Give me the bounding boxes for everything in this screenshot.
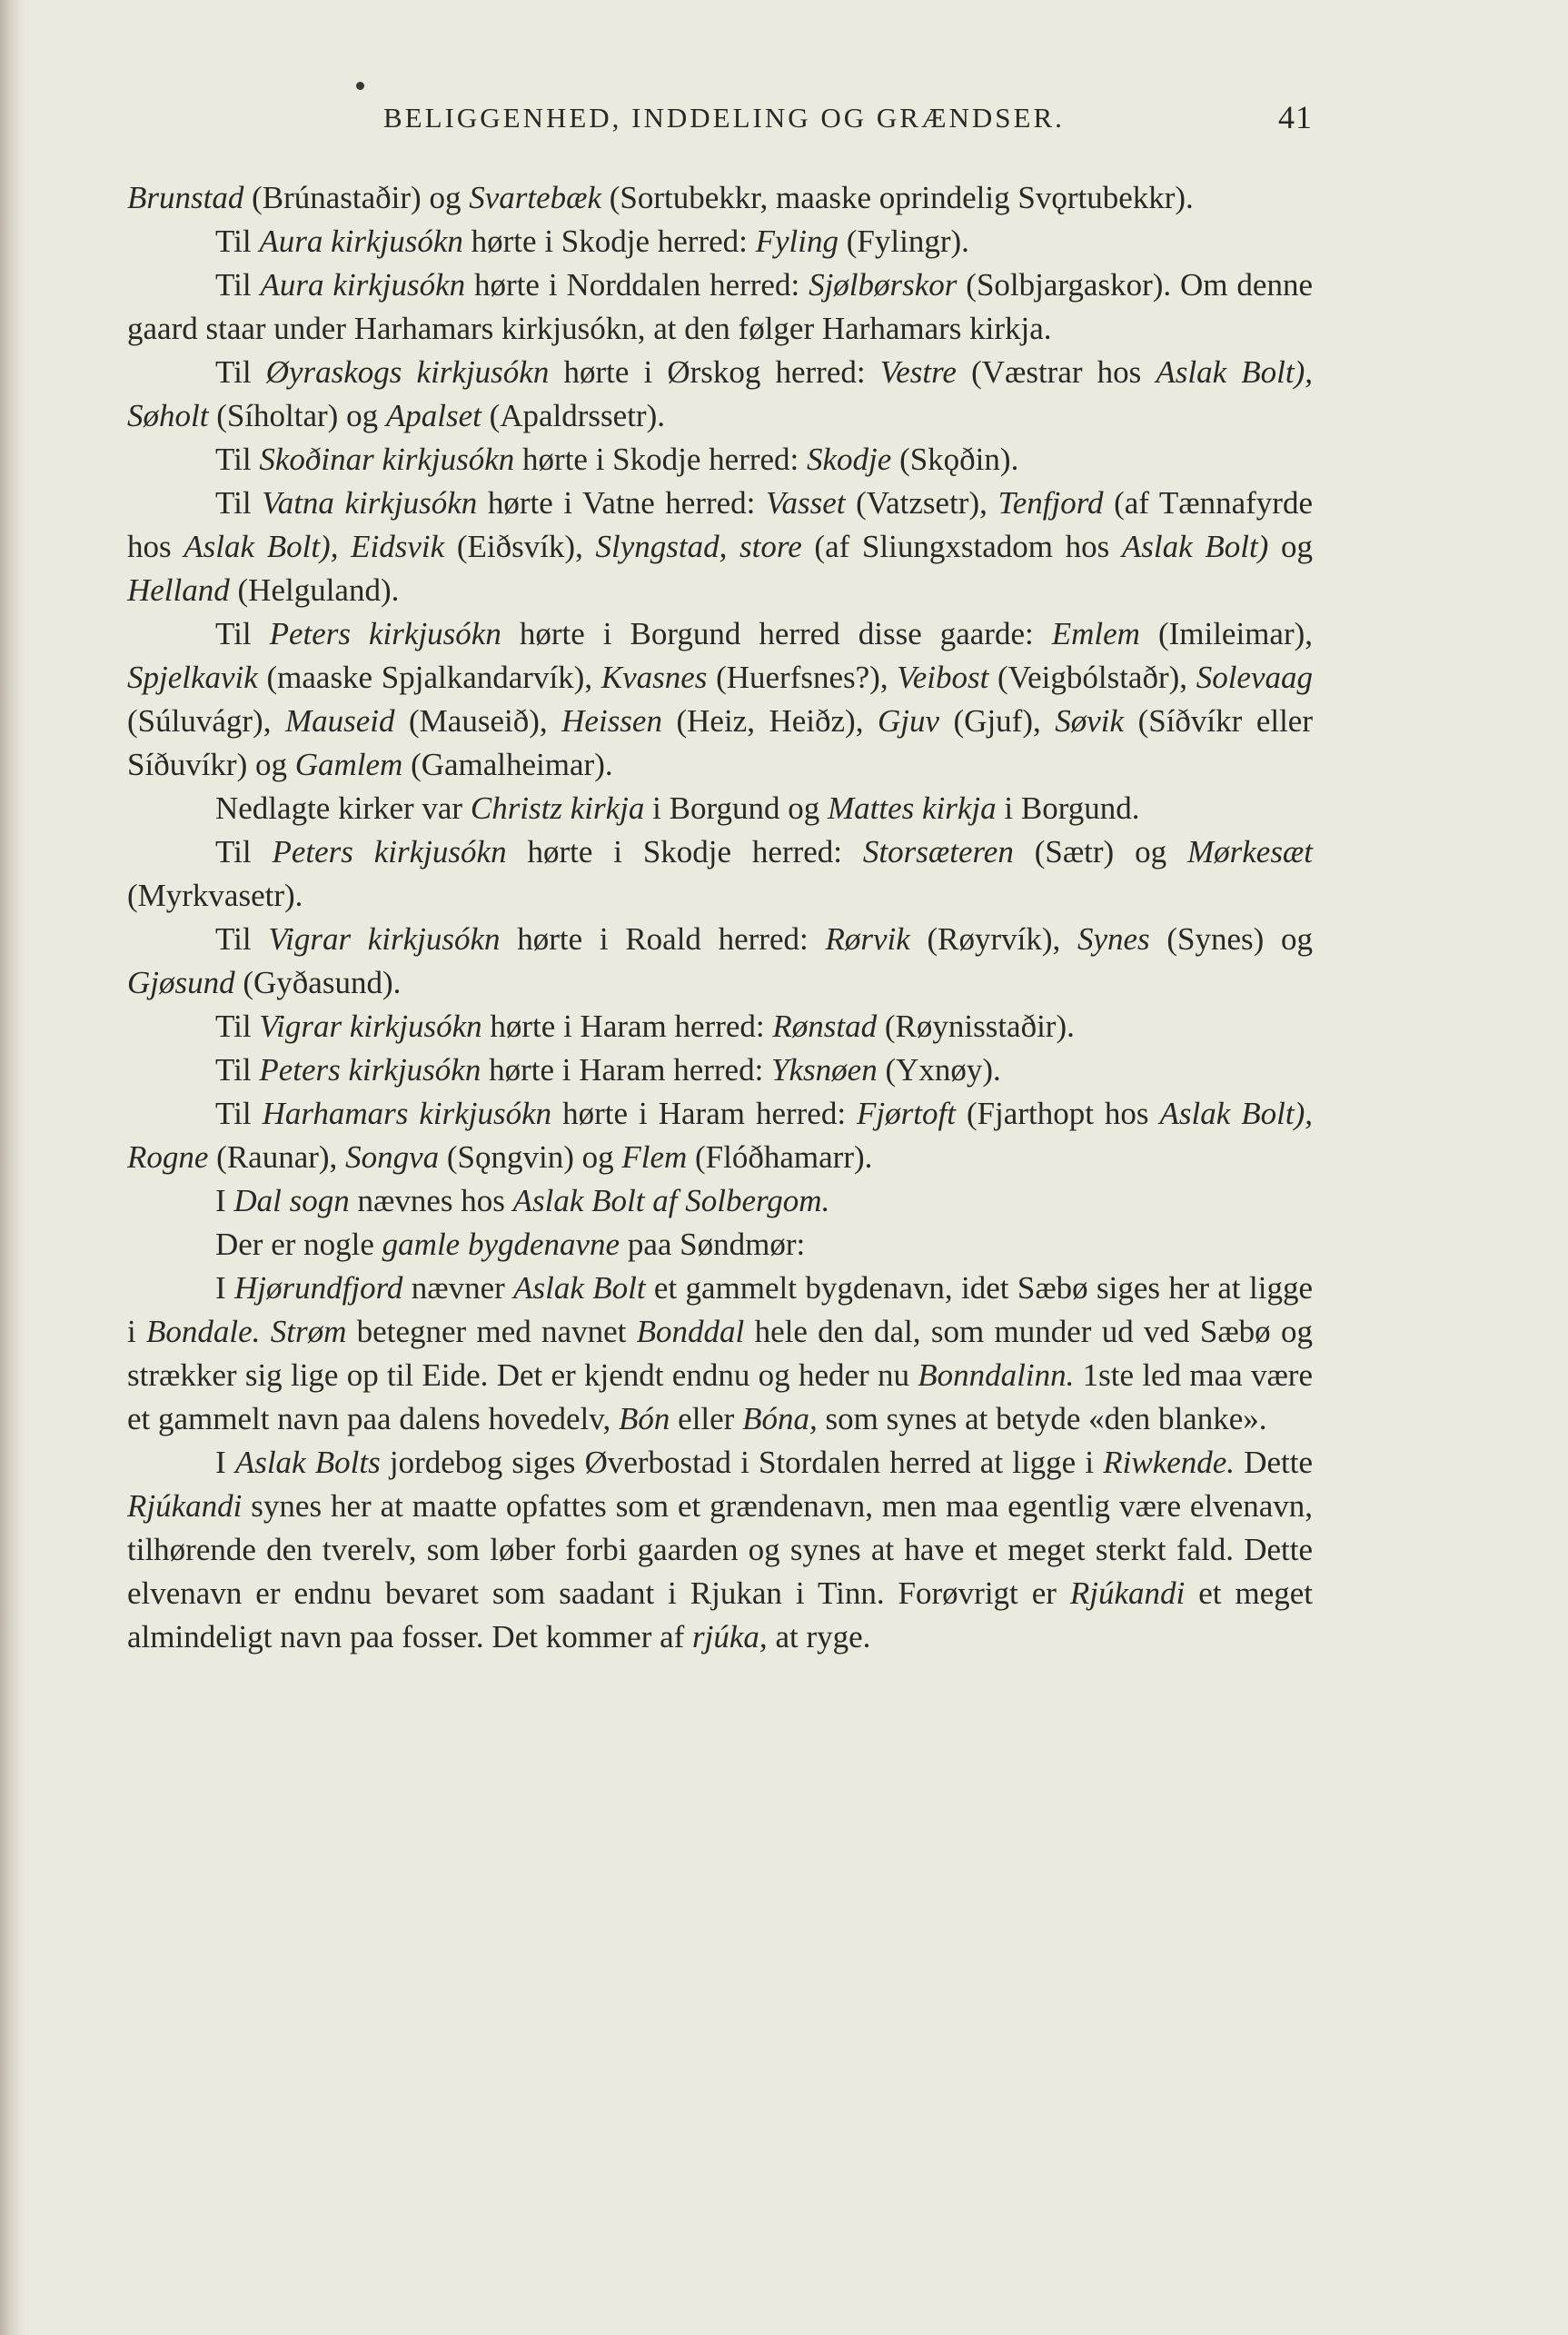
text-run: (Væstrar hos — [956, 354, 1156, 390]
text-run: (Røynisstaðir). — [877, 1009, 1075, 1044]
text-run: (maaske Spjalkandarvík), — [257, 660, 601, 695]
paragraph — [127, 830, 1313, 918]
italic-name: Kvasnes — [600, 660, 708, 695]
italic-name: Aslak Bolt), Rogne — [127, 1096, 1313, 1175]
italic-name: Aslak Bolt af Solbergom. — [512, 1183, 830, 1218]
text-run: hørte i Ørskog herred: — [549, 354, 880, 390]
italic-name: Vatna kirkjusókn — [262, 485, 478, 521]
italic-name: Heissen — [561, 703, 662, 739]
page-number: 41 — [1278, 99, 1313, 135]
italic-name: Søvik — [1055, 703, 1125, 739]
italic-name: Aura kirkjusókn — [260, 267, 466, 303]
text-run: hørte i Skodje herred: — [506, 834, 863, 869]
text-run: nævnes hos — [349, 1183, 513, 1218]
text-run: at ryge. — [767, 1619, 871, 1654]
italic-name: Rjúkandi — [127, 1488, 243, 1524]
italic-name: Mauseid — [284, 703, 395, 739]
body-text — [127, 176, 1313, 1659]
text-run: (Flóðhamarr). — [687, 1139, 873, 1175]
italic-name: Gjøsund — [127, 965, 235, 1000]
paragraph — [127, 612, 1313, 787]
text-run: hørte i Skodje herred: — [514, 442, 808, 477]
text-run: (Raunar), — [208, 1139, 346, 1175]
text-run: (Heiz, Heiðz), — [661, 703, 878, 739]
text-run: Til — [215, 921, 269, 957]
italic-name: Vigrar kirkjusókn — [259, 1009, 482, 1044]
text-run: Til — [215, 354, 266, 390]
text-run: (Imileimar), — [1139, 616, 1314, 651]
paragraph — [127, 176, 1313, 220]
text-run: Nedlagte kirker var — [215, 790, 471, 826]
text-run: Til — [215, 1009, 260, 1044]
text-run: et gammelt bygdenavn, idet Sæbø siges her at ligge i — [127, 1270, 1313, 1349]
paragraph — [127, 438, 1313, 482]
text-run: 1ste led maa være et gammelt navn paa dalens hovedelv, — [127, 1357, 1314, 1436]
text-run: (Sætr) og — [1013, 834, 1187, 869]
text-run: Til — [215, 224, 260, 259]
paragraph — [127, 1441, 1313, 1659]
text-run: paa Søndmør: — [620, 1227, 806, 1262]
text-run: Til — [215, 834, 273, 869]
italic-name: Yksnøen — [771, 1052, 878, 1088]
italic-name: Vasset — [766, 485, 846, 521]
text-run: I — [215, 1270, 235, 1306]
text-run: (Fylingr). — [839, 224, 969, 259]
italic-name: Hjørundfjord — [234, 1270, 403, 1306]
italic-name: Peters kirkjusókn — [259, 1052, 481, 1088]
text-run: (Røyrvík), — [909, 921, 1077, 957]
text-run: (Súluvágr), — [127, 703, 285, 739]
italic-name: Aslak Bolts — [234, 1445, 381, 1480]
italic-name: Emlem — [1051, 616, 1140, 651]
ink-speck — [356, 82, 364, 90]
text-run: Til — [215, 267, 261, 303]
text-run: (Fjarthopt hos — [955, 1096, 1160, 1131]
text-run: i Borgund og — [644, 790, 828, 826]
italic-name: Gjuv — [877, 703, 940, 739]
italic-name: Synes — [1077, 921, 1150, 957]
text-run: Til — [215, 442, 260, 477]
text-run: I — [215, 1183, 234, 1218]
italic-name: Skodje — [807, 442, 892, 477]
italic-name: Gamlem — [294, 747, 403, 782]
italic-name: Dal sogn — [233, 1183, 350, 1218]
italic-name: Solevaag — [1196, 660, 1313, 695]
italic-name: Fyling — [755, 224, 839, 259]
text-run: (Gyðasund). — [234, 965, 402, 1000]
italic-name: Aura kirkjusókn — [259, 224, 463, 259]
italic-name: Aslak Bolt), Eidsvik — [184, 529, 445, 564]
text-run: hørte i Haram herred: — [481, 1009, 773, 1044]
text-run: Der er nogle — [215, 1227, 382, 1262]
text-run: (Síholtar) og — [208, 398, 386, 433]
italic-name: Riwkende. — [1103, 1445, 1236, 1480]
text-run: (Sǫngvin) og — [439, 1139, 622, 1175]
italic-name: Bonddal — [636, 1314, 745, 1349]
text-run: hørte i Haram herred: — [551, 1096, 858, 1131]
text-run: (Veigbólstaðr), — [988, 660, 1196, 695]
paragraph — [127, 1179, 1313, 1223]
italic-name: rjúka, — [692, 1619, 768, 1654]
text-run: I — [215, 1445, 235, 1480]
text-run: (Brúnastaðir) og — [243, 180, 470, 215]
italic-name: Spjelkavik — [127, 660, 258, 695]
italic-name: Songva — [345, 1139, 440, 1175]
text-run: (Vatzsetr), — [845, 485, 998, 521]
italic-name: Veibost — [897, 660, 989, 695]
italic-name: Øyraskogs kirkjusókn — [265, 354, 550, 390]
text-run: Til — [215, 485, 263, 521]
text-run: (Apaldrssetr). — [481, 398, 665, 433]
paragraph — [127, 1267, 1313, 1441]
italic-name: Rørvik — [825, 921, 910, 957]
italic-name: Slyngstad, store — [595, 529, 802, 564]
italic-name: Helland — [127, 572, 230, 608]
italic-name: Tenfjord — [997, 485, 1104, 521]
italic-name: Bonndalinn. — [918, 1357, 1075, 1393]
paragraph — [127, 1005, 1313, 1048]
text-run: (Helguland). — [229, 572, 400, 608]
italic-name: Bón — [619, 1401, 670, 1436]
paragraph — [127, 351, 1313, 438]
paragraph — [127, 1223, 1313, 1267]
italic-name: Peters kirkjusókn — [272, 834, 507, 869]
italic-name: Aslak Bolt — [513, 1270, 646, 1306]
text-run: Til — [215, 616, 270, 651]
text-run: betegner med navnet — [346, 1314, 637, 1349]
text-run: synes her at maatte opfattes som et grændenavn, men maa egentlig være elvenavn, tilhørende den tverelv, som løber forbi gaarden og synes at have et meget sterkt fald. Dette elvenavn er endnu bevaret som saadant i Rjukan i Tinn. Forøvrigt er — [127, 1488, 1313, 1611]
book-spine-shadow — [0, 0, 24, 2335]
paragraph — [127, 482, 1313, 612]
text-run: (Síðvíkr eller Síðuvíkr) og — [127, 703, 1313, 782]
paragraph — [127, 1092, 1313, 1179]
text-run: hørte i Skodje herred: — [462, 224, 756, 259]
text-run: hørte i Vatne herred: — [477, 485, 766, 521]
italic-name: Fjørtoft — [857, 1096, 956, 1131]
paragraph — [127, 1048, 1313, 1092]
text-run: som synes at betyde «den blanke». — [817, 1401, 1267, 1436]
italic-name: Storsæteren — [862, 834, 1014, 869]
text-run: i Borgund. — [996, 790, 1140, 826]
text-run: eller — [670, 1401, 743, 1436]
italic-name: Mørkesæt — [1186, 834, 1314, 869]
italic-name: Peters kirkjusókn — [269, 616, 501, 651]
text-run: (Gjuf), — [939, 703, 1056, 739]
text-run: hørte i Norddalen herred: — [465, 267, 809, 303]
italic-name: Rønstad — [772, 1009, 878, 1044]
text-run: jordebog siges Øverbostad i Stordalen herred at ligge i — [380, 1445, 1104, 1480]
text-run: hørte i Roald herred: — [500, 921, 826, 957]
text-run: hele den dal, som munder ud ved Sæbø og strækker sig lige op til Eide. Det er kjendt endnu og heder nu — [127, 1314, 1313, 1393]
italic-name: Bóna, — [742, 1401, 818, 1436]
text-run: (Mauseið), — [394, 703, 562, 739]
text-run: (Solbjargaskor). Om denne gaard staar under Harhamars kirkjusókn, at den følger Harhamars kirkja. — [127, 267, 1313, 346]
italic-name: Rjúkandi — [1069, 1575, 1186, 1611]
italic-name: Vestre — [879, 354, 957, 390]
italic-name: Apalset — [385, 398, 481, 433]
italic-name: Vigrar kirkjusókn — [268, 921, 501, 957]
text-run: (Huerfsnes?), — [707, 660, 898, 695]
text-run: (af Sliungxstadom hos — [801, 529, 1122, 564]
italic-name: Brunstad — [127, 180, 244, 215]
text-run: Til — [215, 1052, 260, 1088]
italic-name: Harhamars kirkjusókn — [262, 1096, 552, 1131]
text-run: (Sortubekkr, maaske oprindelig Svǫrtubekkr). — [601, 180, 1194, 215]
text-run: (Yxnøy). — [877, 1052, 1001, 1088]
text-run: (Gamalheimar). — [402, 747, 613, 782]
italic-name: Christz kirkja — [470, 790, 645, 826]
running-header — [127, 98, 1313, 151]
paragraph — [127, 918, 1313, 1005]
text-run: (Synes) og — [1149, 921, 1313, 957]
text-run: (af Tænnafyrde hos — [127, 485, 1313, 564]
text-run: et meget almindeligt navn paa fosser. Det kommer af — [127, 1575, 1313, 1654]
italic-name: Mattes kirkja — [827, 790, 997, 826]
italic-name: Flem — [621, 1139, 688, 1175]
text-run: hørte i Haram herred: — [481, 1052, 772, 1088]
italic-name: Bondale. Strøm — [146, 1314, 347, 1349]
paragraph — [127, 220, 1313, 263]
book-page — [127, 98, 1313, 1659]
text-run: (Eiðsvík), — [444, 529, 596, 564]
italic-name: Sjølbørskor — [809, 267, 958, 303]
text-run: Til — [215, 1096, 263, 1131]
text-run: og — [1268, 529, 1314, 564]
italic-name: Aslak Bolt), Søholt — [127, 354, 1313, 433]
text-run: (Myrkvasetr). — [127, 878, 303, 913]
text-run: Dette — [1235, 1445, 1314, 1480]
text-run: (Skǫðin). — [891, 442, 1019, 477]
italic-name: Aslak Bolt) — [1121, 529, 1269, 564]
paragraph — [127, 263, 1313, 351]
text-run: hørte i Borgund herred disse gaarde: — [501, 616, 1052, 651]
italic-name: gamle bygdenavne — [382, 1227, 620, 1262]
italic-name: Skoðinar kirkjusókn — [259, 442, 515, 477]
paragraph — [127, 787, 1313, 830]
italic-name: Svartebæk — [469, 180, 602, 215]
text-run: nævner — [402, 1270, 514, 1306]
running-title: BELIGGENHED, INDDELING OG GRÆNDSER. — [383, 102, 1065, 134]
